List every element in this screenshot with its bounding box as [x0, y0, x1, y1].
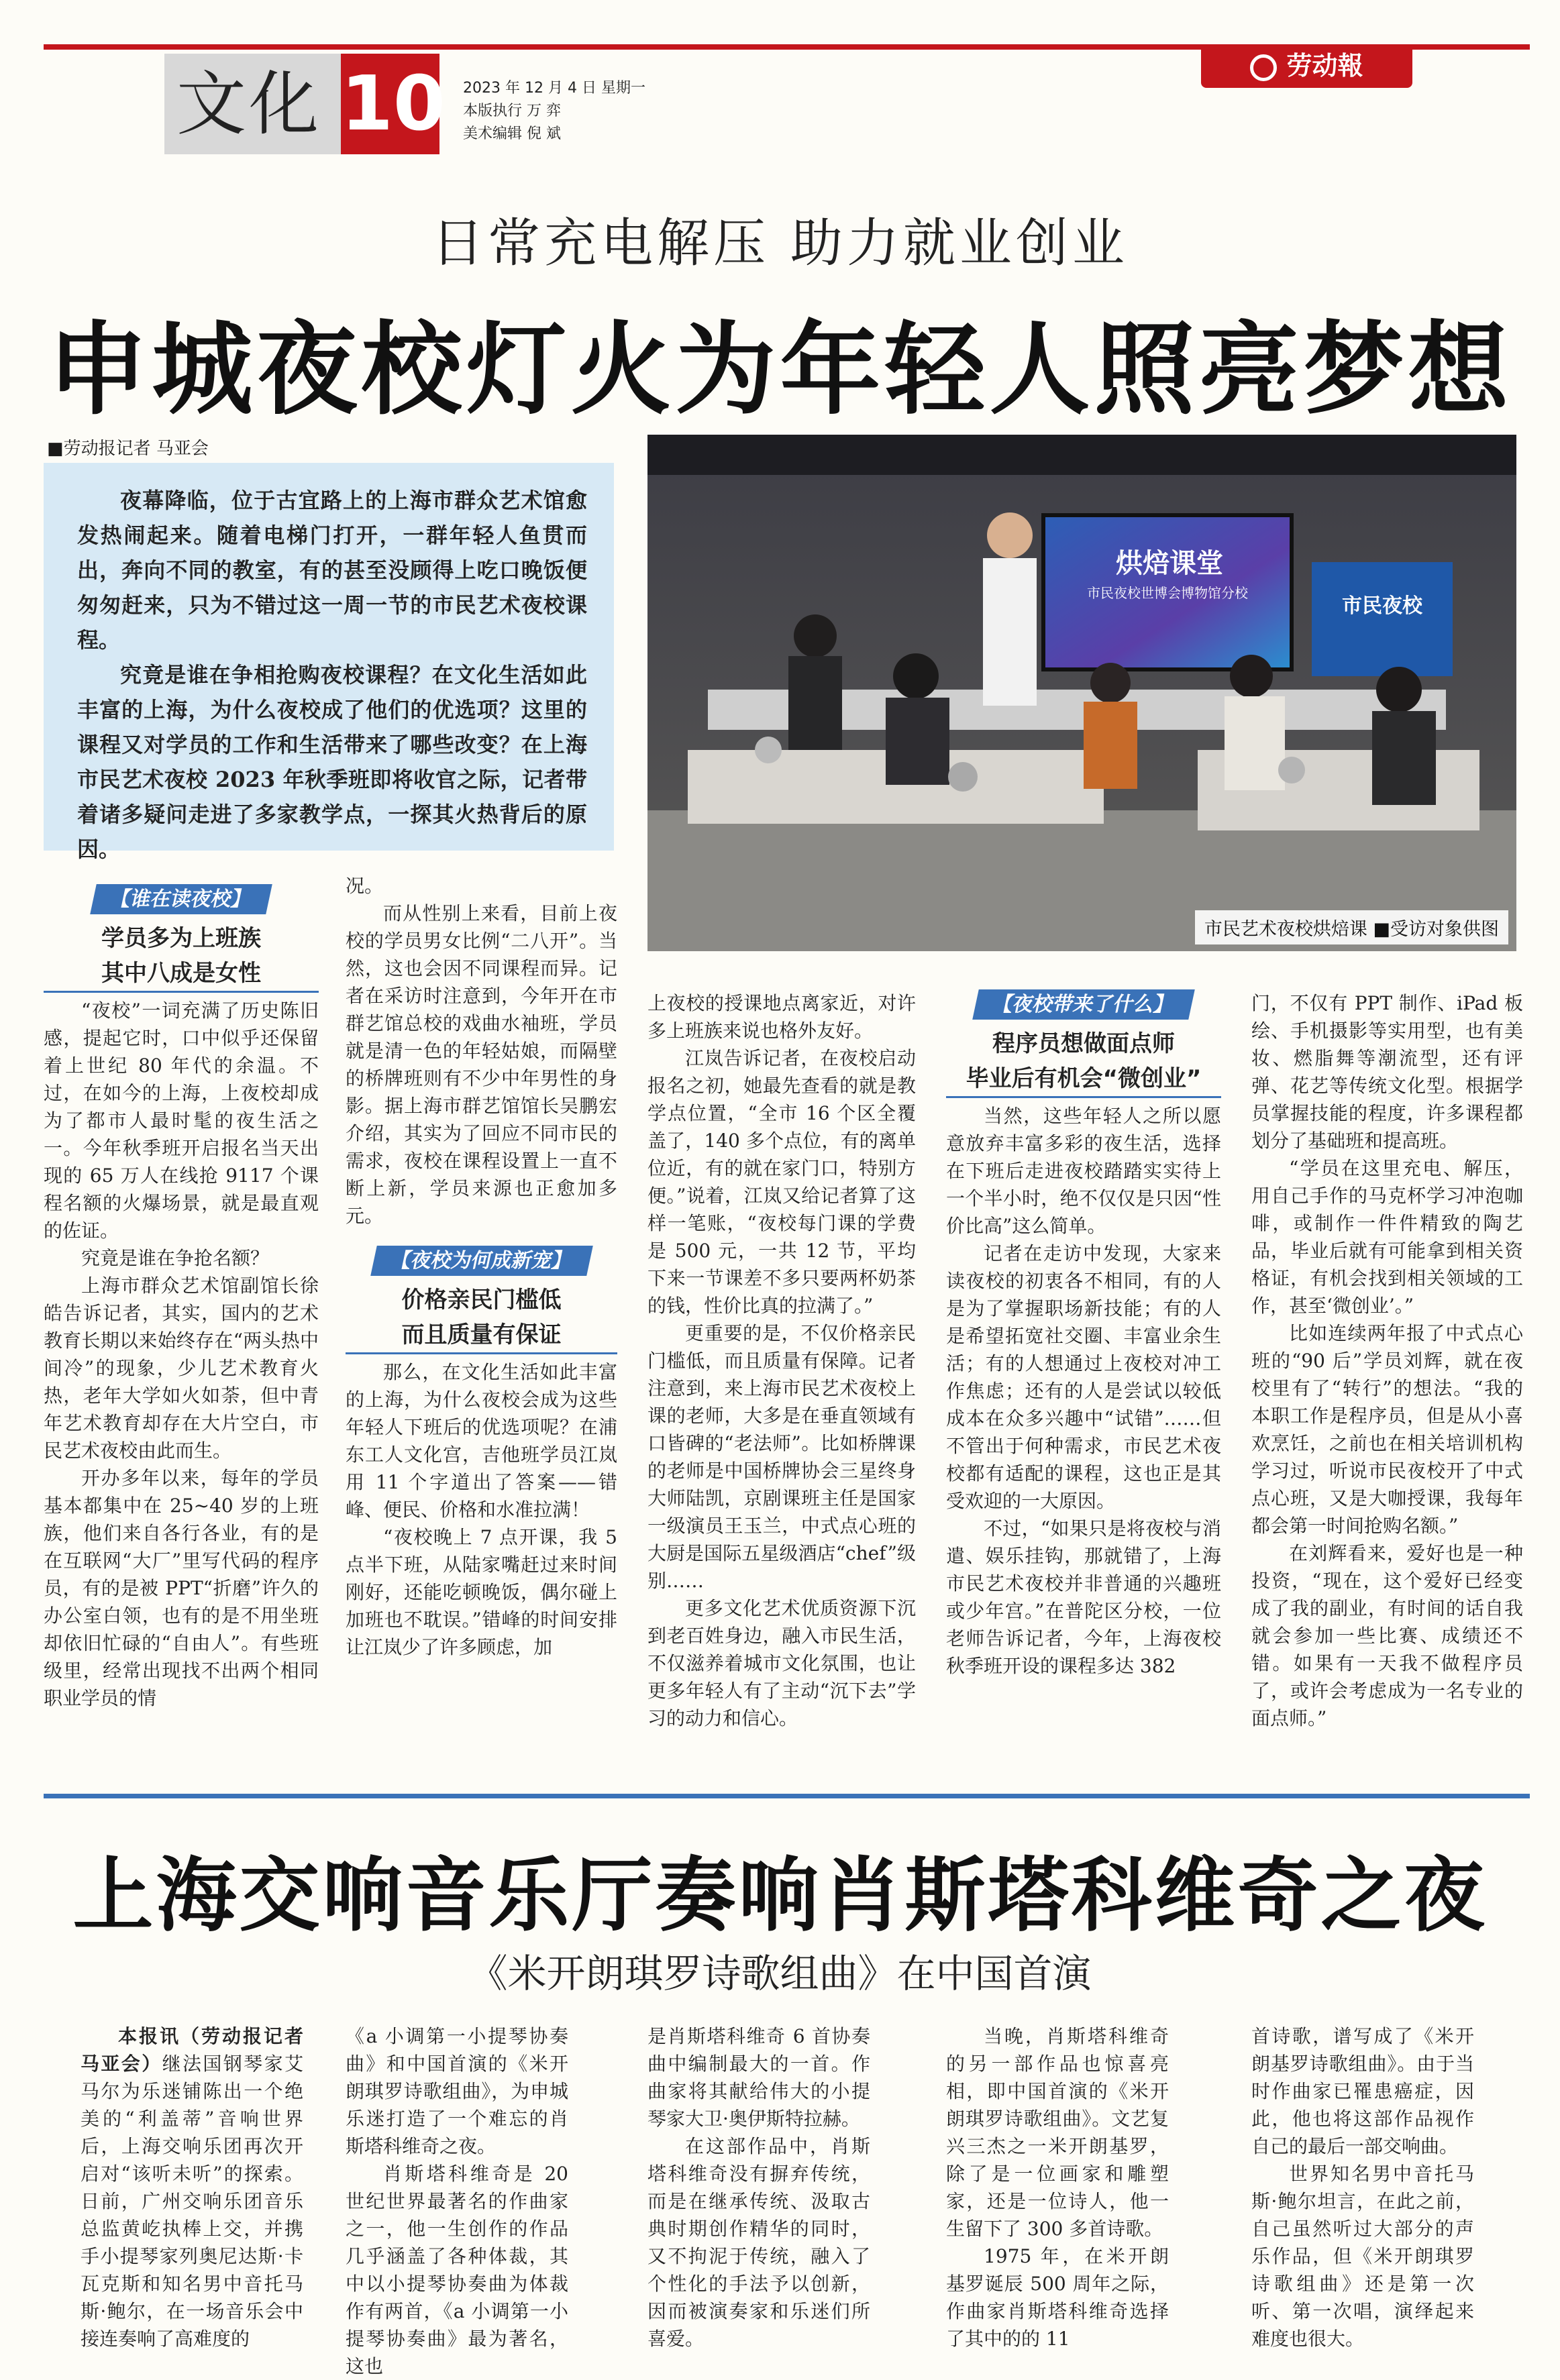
paragraph: 肖斯塔科维奇是 20 世纪世界最著名的作曲家之一，他一生创作的作品几乎涵盖了各种体裁，其中以小提琴协奏曲为体裁作有两首，《a 小调第一小提琴协奏曲》最为著名，这也	[346, 2163, 568, 2377]
article2-byline: 本报讯（劳动报记者 马亚会）	[81, 2025, 303, 2075]
date-line: 2023 年 12 月 4 日 星期一	[463, 80, 645, 97]
paragraph: 况。	[346, 875, 384, 897]
article1-column-2	[346, 872, 617, 1661]
screen-subtitle: 市民夜校世博会博物馆分校	[1087, 585, 1248, 601]
art-editor-line: 美术编辑 倪 斌	[463, 125, 561, 142]
paragraph: 首诗歌，谱写成了《米开朗基罗诗歌组曲》。由于当时作曲家已罹患癌症，因此，他也将这部作品视作自己的最后一部交响曲。	[1251, 2025, 1474, 2157]
photo-banner: 市民夜校	[1342, 594, 1422, 618]
section-heading: 学员多为上班族 其中八成是女性	[44, 921, 319, 993]
paragraph: 当晚，肖斯塔科维奇的另一部作品也惊喜亮相，即中国首演的《米开朗琪罗诗歌组曲》。文艺复兴三杰之一米开朗基罗，除了是一位画家和雕塑家，还是一位诗人，他一生留下了 300 多首诗歌。	[946, 2025, 1169, 2240]
photo-illustration	[647, 435, 1516, 951]
photo-caption: 市民艺术夜校烘焙课 ■受访对象供图	[1195, 910, 1508, 944]
paragraph: 世界知名男中音托马斯·鲍尔坦言，在此之前，自己虽然听过大部分的声乐作品，但《米开朗琪罗诗歌组曲》还是第一次听、第一次唱，演绎起来难度也很大。	[1251, 2163, 1474, 2350]
paragraph: “夜校”一词充满了历史陈旧感，提起它时，口中似乎还保留着上世纪 80 年代的余温。不过，在如今的上海，上夜校却成为了都市人最时髦的夜生活之一。今年秋季班开启报名当天出现的 65 万人在线抢 9117 个课程名额的火爆场景，就是最直观的佐证。	[44, 999, 319, 1242]
article2-subhead: 《米开朗琪罗诗歌组曲》在中国首演	[468, 1951, 1092, 1996]
section-tag: 【夜校为何成新宠】	[346, 1246, 617, 1276]
paragraph: 更重要的是，不仅价格亲民门槛低，而且质量有保障。记者注意到，来上海市民艺术夜校上课的老师，大多是在垂直领域有口皆碑的“老法师”。比如桥牌课的老师是中国桥牌协会三星终身大师陆凯，京剧课班主任是国家一级演员王玉兰，中式点心班的大厨是国际五星级酒店“chef”级别……	[647, 1322, 916, 1592]
paragraph: 不过，“如果只是将夜校与消遣、娱乐挂钩，那就错了，上海市民艺术夜校并非普通的兴趣班或少年宫。”在普陀区分校，一位老师告诉记者，今年，上海夜校秋季班开设的课程多达 382	[946, 1517, 1221, 1677]
lead-paragraph: 究竟是谁在争相抢购夜校课程？在文化生活如此丰富的上海，为什么夜校成了他们的优选项？这里的课程又对学员的工作和生活带来了哪些改变？在上海市民艺术夜校 2023 年秋季班即将收官之际，记者带着诸多疑问走进了多家教学点，一探其火热背后的原因。	[77, 662, 587, 862]
paragraph: 那么，在文化生活如此丰富的上海，为什么夜校会成为这些年轻人下班后的优选项呢？在浦东工人文化宫，吉他班学员江岚用 11 个字道出了答案——错峰、便民、价格和水准拉满！	[346, 1361, 617, 1521]
paragraph: 门，不仅有 PPT 制作、iPad 板绘、手机摄影等实用型，也有美妆、燃脂舞等潮流型，还有评弹、花艺等传统文化型。根据学员掌握技能的程度，许多课程都划分了基础班和提高班。	[1251, 992, 1523, 1152]
article2-headline[interactable]: 上海交响音乐厅奏响肖斯塔科维奇之夜	[72, 1848, 1488, 1943]
baking-class-photo	[647, 435, 1516, 951]
masthead-meta	[463, 77, 645, 146]
logo-mark-icon	[1250, 54, 1277, 81]
paragraph: 开办多年以来，每年的学员基本都集中在 25~40 岁的上班族，他们来自各行各业，有的是在互联网“大厂”里写代码的程序员，有的是被 PPT“折磨”许久的办公室白领，也有的是不用坐班却依旧忙碌的“自由人”。有些班级里，经常出现找不出两个相同职业学员的情	[44, 1467, 319, 1709]
section-tag: 【夜校带来了什么】	[946, 989, 1221, 1020]
section-divider	[44, 1794, 1530, 1798]
paragraph: 江岚告诉记者，在夜校启动报名之初，她最先查看的就是教学点位置，“全市 16 个区全覆盖了，140 多个点位，有的离单位近，有的就在家门口，特别方便。”说着，江岚又给记者算了这样一笔账，“夜校每门课的学费是 500 元，一共 12 节，平均下来一节课差不多只要两杯奶茶的钱，性价比真的拉满了。”	[647, 1047, 916, 1317]
article2-column-2	[346, 2022, 568, 2380]
editor-line: 本版执行 万 弈	[463, 103, 561, 119]
article1-byline: ■劳动报记者 马亚会	[47, 439, 209, 459]
paragraph: “夜校晚上 7 点开课，我 5 点半下班，从陆家嘴赶过来时间刚好，还能吃顿晚饭，偶尔碰上加班也不耽误。”错峰的时间安排让江岚少了许多顾虑，加	[346, 1526, 617, 1658]
paragraph: 本报讯（劳动报记者 马亚会）继法国钢琴家艾马尔为乐迷铺陈出一个绝美的“利盖蒂”音响世界后，上海交响乐团再次开启对“该听未听”的探索。日前，广州交响乐团音乐总监黄屹执棒上交，并携手小提琴家列奥尼达斯·卡瓦克斯和知名男中音托马斯·鲍尔，在一场音乐会中接连奏响了高难度的	[81, 2025, 303, 2350]
paragraph: 记者在走访中发现，大家来读夜校的初衷各不相同，有的人是为了掌握职场新技能；有的人是希望拓宽社交圈、丰富业余生活；有的人想通过上夜校对冲工作焦虑；还有的人是尝试以较低成本在众多兴趣中“试错”……但不管出于何种需求，市民艺术夜校都有适配的课程，这也正是其受欢迎的一大原因。	[946, 1242, 1221, 1512]
logo-text: 劳动報	[1286, 51, 1363, 80]
article1-column-5	[1251, 989, 1523, 1732]
paragraph: 1975 年，在米开朗基罗诞辰 500 周年之际，作曲家肖斯塔科维奇选择了其中的的 11	[946, 2245, 1169, 2350]
paragraph: 上夜校的授课地点离家近，对许多上班族来说也格外友好。	[647, 992, 916, 1042]
paragraph: 当然，这些年轻人之所以愿意放弃丰富多彩的夜生活，选择在下班后走进夜校踏踏实实待上一个半小时，绝不仅仅是只因“性价比高”这么简单。	[946, 1105, 1221, 1237]
paragraph: “学员在这里充电、解压，用自己手作的马克杯学习冲泡咖啡，或制作一件件精致的陶艺品，毕业后就有可能拿到相关资格证，有机会找到相关领域的工作，甚至‘微创业’。”	[1251, 1157, 1523, 1317]
article1-headline[interactable]: 申城夜校灯火为年轻人照亮梦想	[47, 311, 1513, 429]
section-label: 文化	[164, 54, 382, 154]
article1-lead-box	[44, 463, 614, 862]
paragraph: 而从性别上来看，目前上夜校的学员男女比例“二八开”。当然，这也会因不同课程而异。记者在采访时注意到，今年开在市群艺馆总校的戏曲水袖班，学员就是清一色的年轻姑娘，而隔壁的桥牌班则有不少中年男性的身影。据上海市群艺馆馆长吴鹏宏介绍，其实为了回应不同市民的需求，夜校在课程设置上一直不断上新，学员来源也正愈加多元。	[346, 902, 617, 1227]
article2-column-5	[1251, 2022, 1474, 2352]
article1-column-1	[44, 884, 319, 1712]
paragraph: 是肖斯塔科维奇 6 首协奏曲中编制最大的一首。作曲家将其献给伟大的小提琴家大卫·奥伊斯特拉赫。	[647, 2025, 870, 2130]
article2-column-3	[647, 2022, 870, 2352]
paragraph: 在刘辉看来，爱好也是一种投资，“现在，这个爱好已经变成了我的副业，有时间的话自我就会参加一些比赛、成绩还不错。如果有一天我不做程序员了，或许会考虑成为一名专业的面点师。”	[1251, 1542, 1523, 1729]
article1-subhead: 日常充电解压 助力就业创业	[431, 213, 1129, 274]
article2-column-4	[946, 2022, 1169, 2352]
section-heading: 程序员想做面点师 毕业后有机会“微创业”	[946, 1026, 1221, 1098]
paragraph: 在这部作品中，肖斯塔科维奇没有摒弃传统，而是在继承传统、汲取古典时期创作精华的同时，又不拘泥于传统，融入了个性化的手法予以创新，因而被演奏家和乐迷们所喜爱。	[647, 2135, 870, 2350]
article2-column-1	[81, 2022, 303, 2352]
paragraph: 《a 小调第一小提琴协奏曲》和中国首演的《米开朗琪罗诗歌组曲》，为申城乐迷打造了一个难忘的肖斯塔科维奇之夜。	[346, 2025, 568, 2157]
paragraph: 更多文化艺术优质资源下沉到老百姓身边，融入市民生活，不仅滋养着城市文化氛围，也让更多年轻人有了主动“沉下去”学习的动力和信心。	[647, 1597, 916, 1729]
paragraph: 上海市群众艺术馆副馆长徐皓告诉记者，其实，国内的艺术教育长期以来始终存在“两头热中间冷”的现象，少儿艺术教育火热，老年大学如火如荼，但中青年艺术教育却存在大片空白，市民艺术夜校由此而生。	[44, 1275, 319, 1462]
article1-column-4	[946, 989, 1221, 1680]
article1-column-3	[647, 989, 916, 1732]
section-heading: 价格亲民门槛低 而且质量有保证	[346, 1283, 617, 1354]
section-tag: 【谁在读夜校】	[44, 884, 319, 914]
page-number: 10	[341, 54, 439, 154]
paragraph: 究竟是谁在争抢名额？	[81, 1247, 270, 1269]
lead-paragraph: 夜幕降临，位于古宜路上的上海市群众艺术馆愈发热闹起来。随着电梯门打开，一群年轻人鱼贯而出，奔向不同的教室，有的甚至没顾得上吃口晚饭便匆匆赶来，只为不错过这一周一节的市民艺术夜校课程。	[77, 488, 587, 653]
screen-title: 烘焙课堂	[1116, 548, 1223, 579]
paragraph: 比如连续两年报了中式点心班的“90 后”学员刘辉，就在夜校里有了“转行”的想法。“我的本职工作是程序员，但是从小喜欢烹饪，之前也在相关培训机构学习过，听说市民夜校开了中式点心班，又是大咖授课，我每年都会第一时间抢购名额。”	[1251, 1322, 1523, 1537]
newspaper-logo[interactable]	[1201, 44, 1412, 88]
